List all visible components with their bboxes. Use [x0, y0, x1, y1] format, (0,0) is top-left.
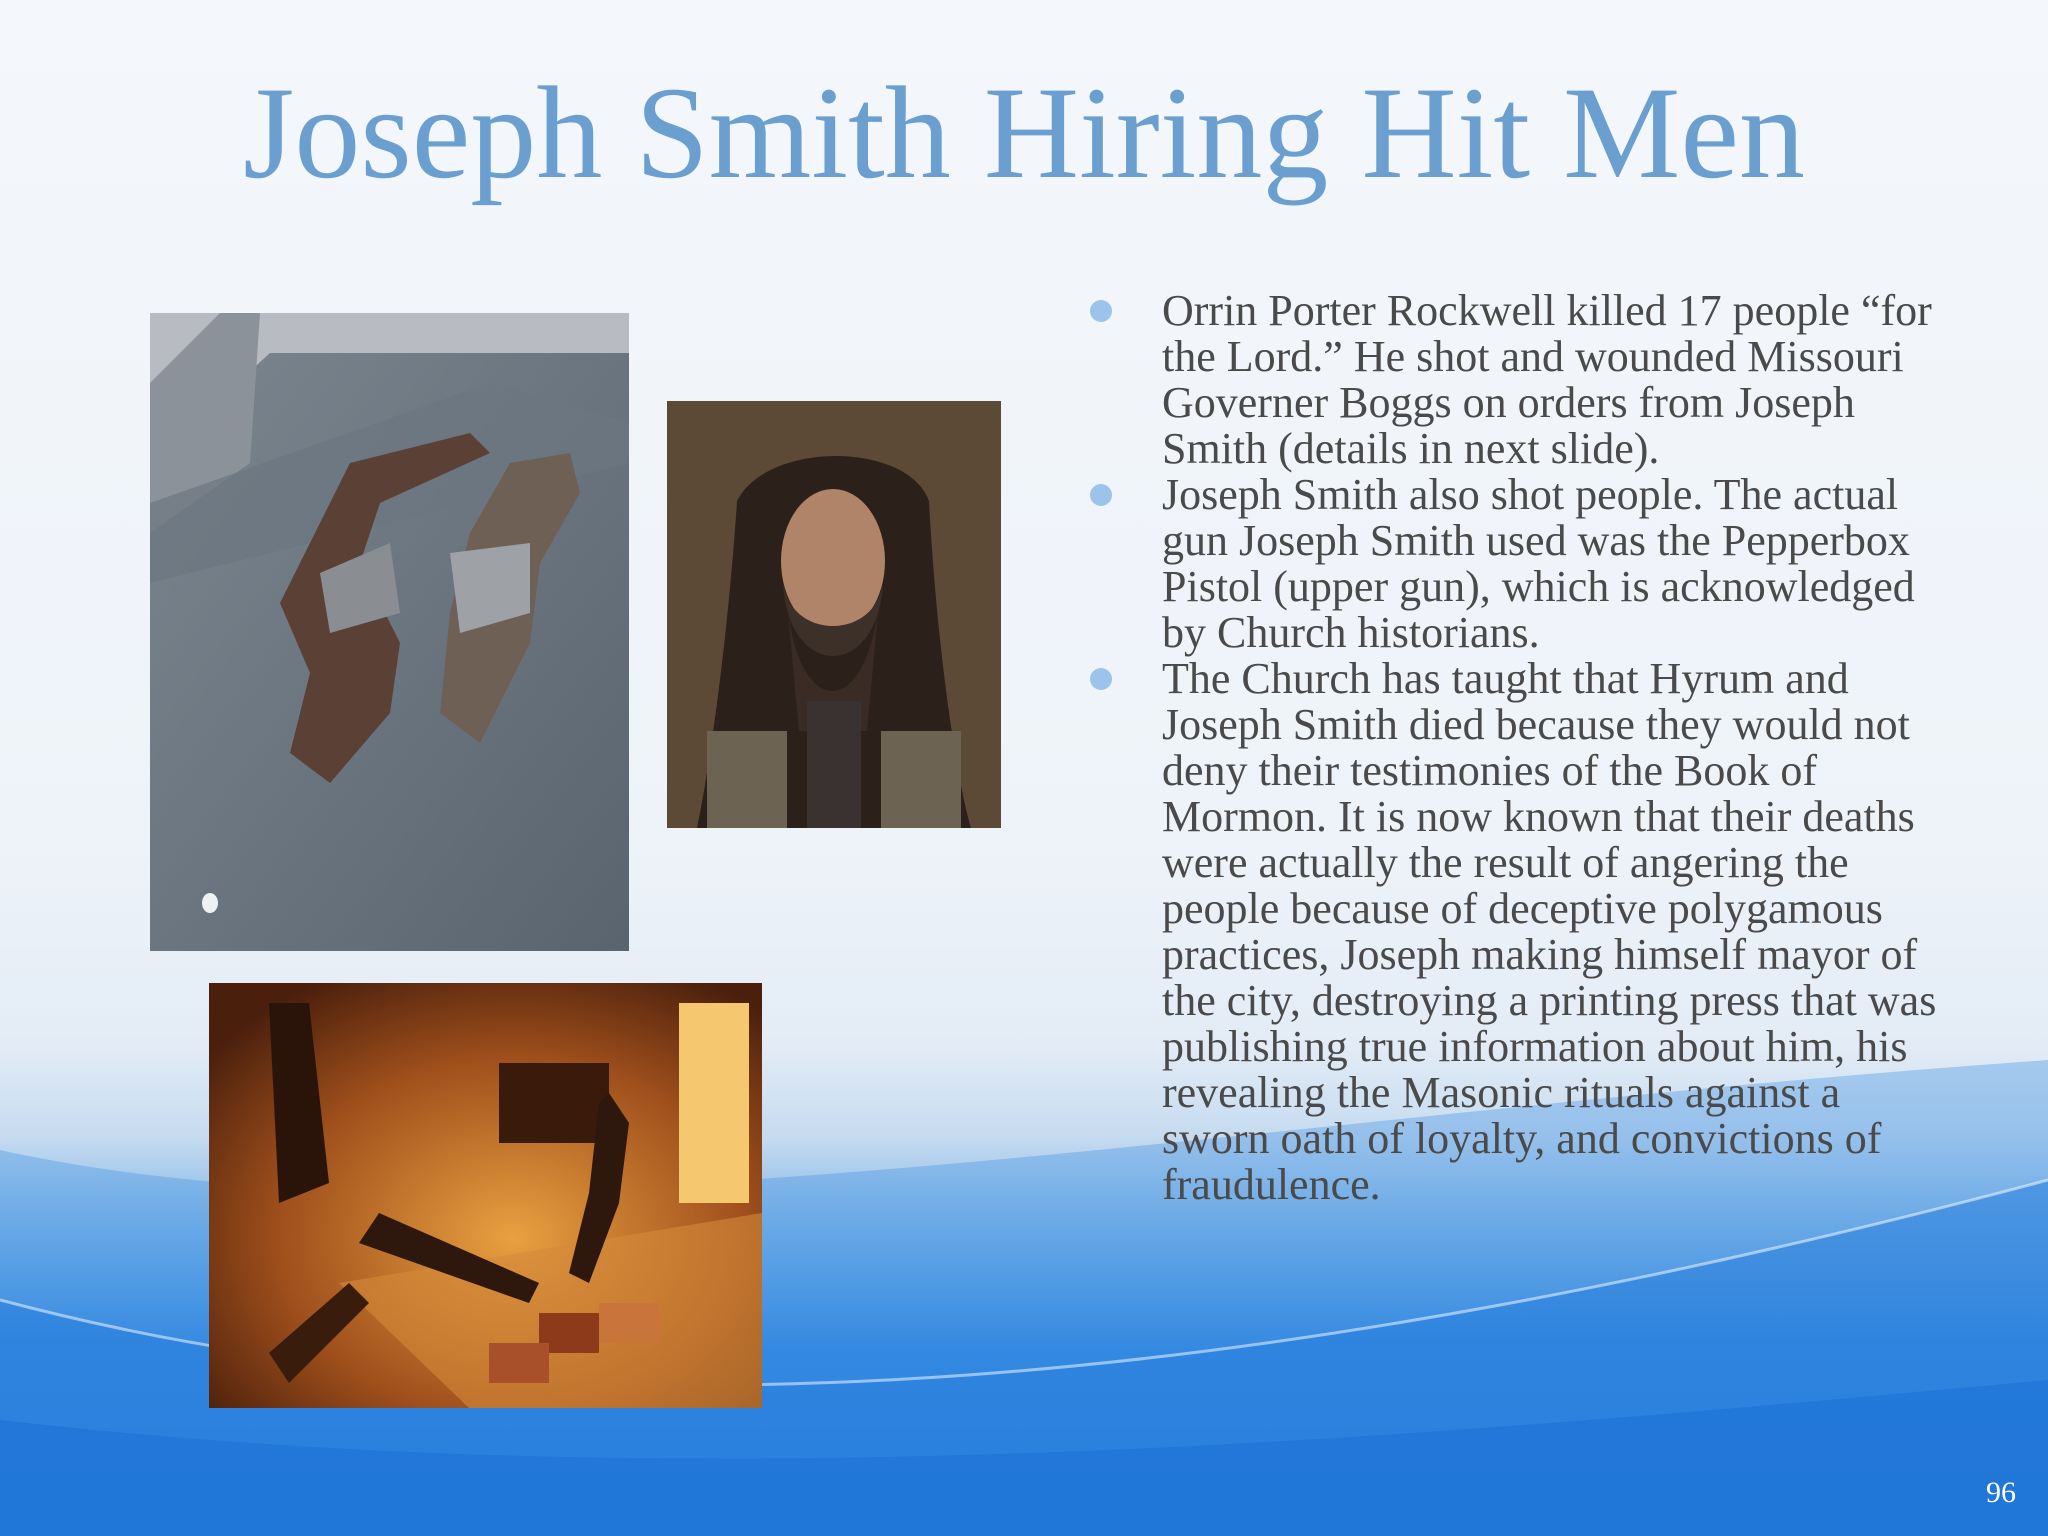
photo-pistols: [150, 313, 629, 951]
bullet-item: [1090, 472, 1950, 656]
bullet-dot: [1090, 484, 1112, 506]
bullet-list: [1090, 288, 1950, 1208]
bullet-item: [1090, 656, 1950, 1208]
bullet-text: Orrin Porter Rockwell killed 17 people “for the Lord.” He shot and wounded Missouri Governer Boggs on orders from Joseph Smith (details in next slide).: [1162, 286, 1932, 473]
bullet-item: [1090, 288, 1950, 472]
bullet-text: Joseph Smith also shot people. The actual gun Joseph Smith used was the Pepperbox Pistol (upper gun), which is acknowledged by Church historians.: [1162, 470, 1915, 657]
page-number: 96: [1986, 1476, 2016, 1509]
bullet-dot: [1090, 668, 1112, 690]
portrait-rockwell: [667, 401, 1001, 828]
slide-title: Joseph Smith Hiring Hit Men: [242, 59, 1806, 206]
bullet-dot: [1090, 300, 1112, 322]
painting-carthage-jail: [209, 983, 762, 1408]
bullet-text: The Church has taught that Hyrum and Joseph Smith died because they would not deny their testimonies of the Book of Mormon. It is now known that their deaths were actually the result of angering the people because of deceptive polygamous practices, Joseph making himself mayor of the city, destroying a printing press that was publishing true information about him, his revealing the Masonic rituals against a sworn oath of loyalty, and convictions of fraudulence.: [1162, 654, 1937, 1209]
